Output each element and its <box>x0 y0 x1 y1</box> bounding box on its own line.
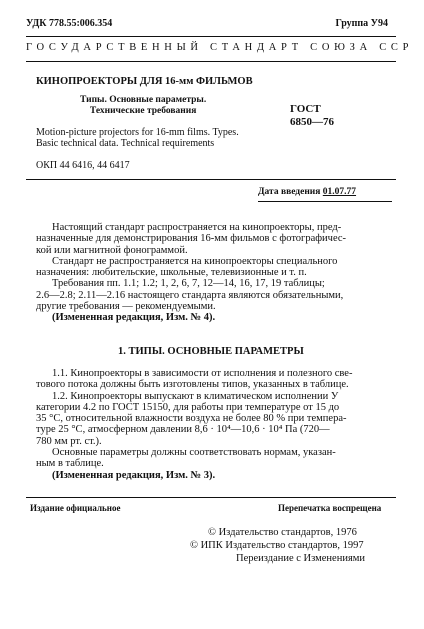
copyright-line: © Издательство стандартов, 1976 <box>208 527 357 538</box>
english-title <box>36 127 286 149</box>
okp-code: ОКП 44 6416, 44 6417 <box>36 160 130 171</box>
text-line: Настоящий стандарт распространяется на кинопроекторы, пред- <box>52 222 342 233</box>
gost-designation <box>290 103 334 129</box>
text-line: 780 мм рт. ст.). <box>36 435 102 447</box>
paragraph-scope <box>36 222 392 324</box>
text-line: назначения: любительские, школьные, телевизионные и т. п. <box>36 267 307 279</box>
date-label: Дата введения <box>258 187 321 197</box>
text-line: туре 25 °С, атмосферном давлении 8,6 · 10⁴—10,6 · 10⁴ Па (720— <box>36 424 330 436</box>
footer-rule <box>26 497 396 498</box>
text-line: ным в таблице. <box>36 458 104 470</box>
document-title: КИНОПРОЕКТОРЫ ДЛЯ 16-мм ФИЛЬМОВ <box>36 76 253 87</box>
udk-code: УДК 778.55:006.354 <box>26 18 113 29</box>
text-line: другие требования — рекомендуемыми. <box>36 301 216 313</box>
text-line: Основные параметры должны соответствовать нормам, указан- <box>52 447 336 459</box>
text-line: назначенные для демонстрирования 16-мм фильмов с фотографичес- <box>36 233 347 245</box>
text-line: кой или магнитной фонограммой. <box>36 244 188 256</box>
copyright-line: © ИПК Издательство стандартов, 1997 <box>190 540 364 551</box>
text-line: Требования пп. 1.1; 1.2; 1, 2, 6, 7, 12—14, 16, 17, 19 таблицы; <box>52 278 325 290</box>
text-line: Стандарт не распространяется на кинопроекторы специального <box>52 255 338 267</box>
date-rule <box>258 201 392 202</box>
edit-note: (Измененная редакция, Изм. № 3). <box>52 469 216 481</box>
text-line: 1.1. Кинопроекторы в зависимости от исполнения и полезного све- <box>52 368 353 379</box>
top-rule <box>26 36 396 37</box>
group-code: Группа У94 <box>335 18 388 29</box>
text-line: 1.2. Кинопроекторы выпускают в климатическом исполнении У <box>52 390 339 402</box>
document-subtitle <box>80 95 206 117</box>
reprint-notice: Перепечатка воспрещена <box>278 503 382 513</box>
title-block-rule <box>26 179 396 180</box>
english-title-line: Basic technical data. Technical requirements <box>36 138 215 149</box>
effective-date <box>258 187 356 197</box>
english-title-line: Motion-picture projectors for 16-mm films. Types. <box>36 127 239 138</box>
reissue-note: Переиздание с Изменениями <box>236 553 366 564</box>
gost-label: ГОСТ <box>290 103 321 115</box>
text-line: тового потока должны быть изготовлены типов, указанных в таблице. <box>36 379 349 391</box>
text-line: 2.6—2.8; 2.11—2.16 настоящего стандарта являются обязательными, <box>36 289 344 301</box>
paragraph-clauses <box>36 368 392 481</box>
text-line: категории 4.2 по ГОСТ 15150, для работы при температуре от 15 до <box>36 401 340 413</box>
official-edition: Издание официальное <box>30 503 121 513</box>
gost-number: 6850—76 <box>290 116 334 128</box>
subtitle-line: Типы. Основные параметры. <box>80 95 207 105</box>
text-line: 35 °С, относительной влажности воздуха не более 80 % при темпера- <box>36 413 347 425</box>
standard-line: ГОСУДАРСТВЕННЫЙ СТАНДАРТ СОЮЗА ССР <box>26 42 414 53</box>
section-heading: 1. ТИПЫ. ОСНОВНЫЕ ПАРАМЕТРЫ <box>118 346 304 357</box>
standard-rule <box>26 61 396 62</box>
edit-note: (Измененная редакция, Изм. № 4). <box>52 312 216 324</box>
subtitle-line: Технические требования <box>89 106 197 116</box>
date-value: 01.07.77 <box>322 187 357 197</box>
